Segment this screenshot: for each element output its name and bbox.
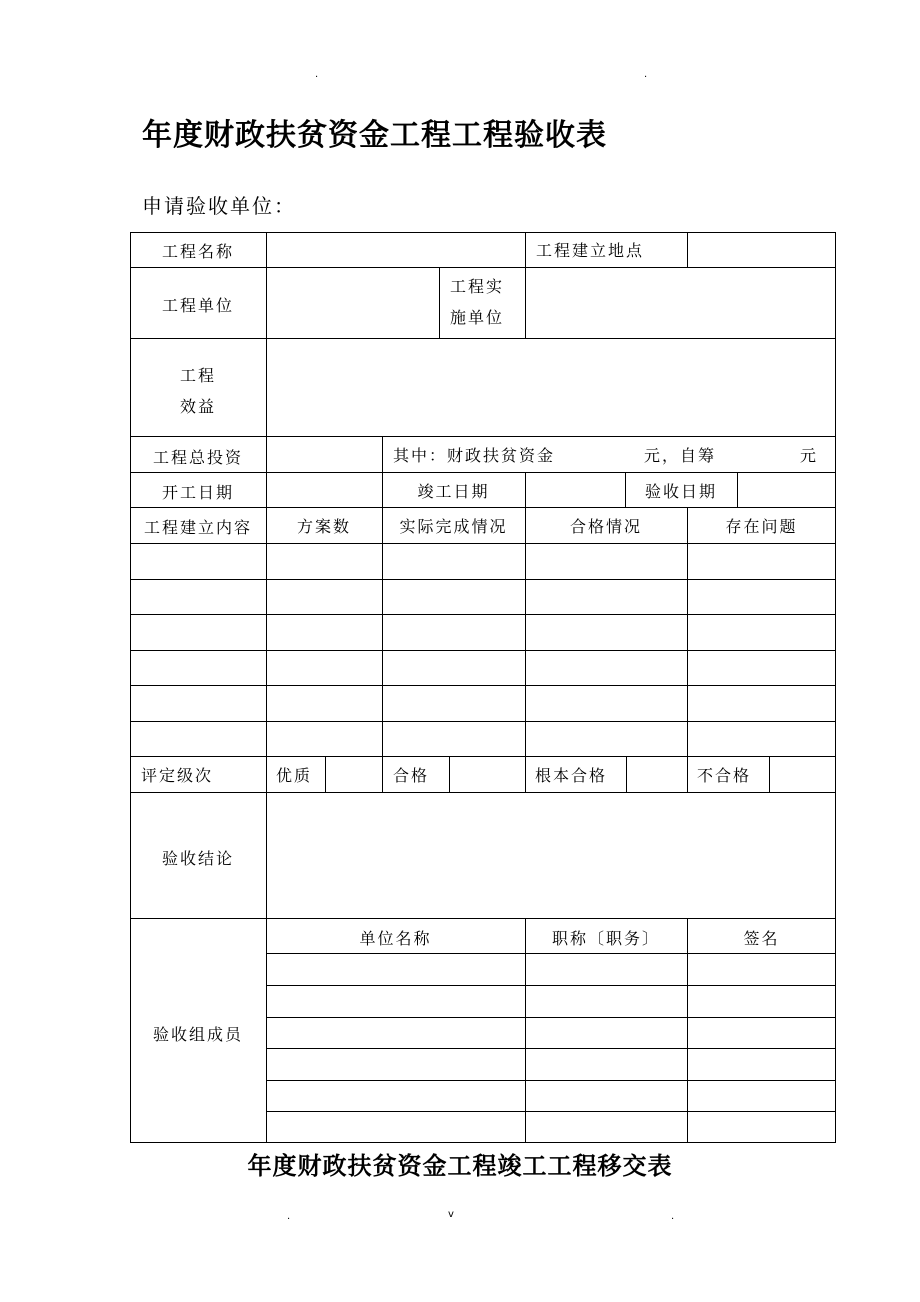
grid-line xyxy=(266,232,267,1143)
content-header-issues: 存在问题 xyxy=(725,517,798,536)
grid-line xyxy=(130,614,836,615)
grid-line xyxy=(325,756,326,792)
grid-line xyxy=(525,756,526,792)
page-mark-dot: . xyxy=(644,69,648,80)
grid-line xyxy=(266,1048,836,1049)
page-mark-dot: . xyxy=(671,1211,675,1222)
grid-line xyxy=(130,507,836,508)
grid-line xyxy=(130,918,836,919)
rating-excellent: 优质 xyxy=(276,766,313,785)
rating-qualified: 合格 xyxy=(393,766,430,785)
funding-unit-self-raised: 元，自筹 xyxy=(644,446,717,465)
grid-line xyxy=(130,721,836,722)
grid-line xyxy=(737,472,738,507)
grid-line xyxy=(626,756,627,792)
page-title: 年度财政扶贫资金工程工程验收表 xyxy=(142,118,607,153)
grid-line xyxy=(266,1017,836,1018)
grid-line xyxy=(130,267,836,268)
content-header-actual: 实际完成情况 xyxy=(399,517,508,536)
member-header-signature: 签名 xyxy=(743,929,780,948)
acceptance-date-label: 验收日期 xyxy=(644,482,717,501)
rating-unqualified: 不合格 xyxy=(697,766,752,785)
grid-line xyxy=(687,507,688,756)
grid-line xyxy=(687,918,688,1143)
start-date-label: 开工日期 xyxy=(161,483,234,502)
grid-line xyxy=(525,507,526,756)
grid-line xyxy=(266,985,836,986)
benefit-label-line2: 效益 xyxy=(179,397,216,416)
grid-line xyxy=(130,579,836,580)
grid-line xyxy=(525,472,526,507)
project-unit-label: 工程单位 xyxy=(161,296,234,315)
page-mark-dot: . xyxy=(315,69,319,80)
grid-line xyxy=(130,472,836,473)
funding-unit-yuan: 元 xyxy=(800,446,819,465)
grid-line xyxy=(525,232,526,267)
grid-line xyxy=(266,1111,836,1112)
build-location-label: 工程建立地点 xyxy=(536,241,645,260)
grid-line xyxy=(687,232,688,267)
grid-line xyxy=(266,1080,836,1081)
members-label: 验收组成员 xyxy=(152,1025,243,1044)
grid-line xyxy=(130,756,836,757)
member-header-unit: 单位名称 xyxy=(359,929,432,948)
applicant-label: 申请验收单位： xyxy=(142,194,296,218)
grid-line xyxy=(687,756,688,792)
grid-line xyxy=(439,267,440,338)
conclusion-label: 验收结论 xyxy=(161,849,234,868)
project-name-label: 工程名称 xyxy=(161,242,234,261)
grid-line xyxy=(382,436,383,472)
page-mark-v: v xyxy=(448,1209,454,1220)
grid-line xyxy=(382,756,383,792)
grid-line xyxy=(130,650,836,651)
rating-label: 评定级次 xyxy=(141,766,214,785)
grid-line xyxy=(130,792,836,793)
content-header-qualified: 合格情况 xyxy=(569,517,642,536)
member-header-title: 职称〔职务〕 xyxy=(551,929,660,948)
impl-unit-label-line1: 工程实 xyxy=(450,277,505,296)
grid-line xyxy=(525,918,526,1143)
funding-breakdown-label: 其中：财政扶贫资金 xyxy=(393,446,556,465)
grid-line xyxy=(382,507,383,756)
grid-line xyxy=(130,338,836,339)
grid-line xyxy=(769,756,770,792)
content-header-item: 工程建立内容 xyxy=(143,518,252,537)
completion-date-label: 竣工日期 xyxy=(417,482,490,501)
total-investment-label: 工程总投资 xyxy=(152,448,243,467)
grid-line xyxy=(130,543,836,544)
page-mark-dot: . xyxy=(287,1211,291,1222)
rating-basically-qualified: 根本合格 xyxy=(535,766,608,785)
grid-line xyxy=(525,267,526,338)
next-form-title: 年度财政扶贫资金工程竣工工程移交表 xyxy=(247,1151,673,1180)
grid-line xyxy=(130,436,836,437)
benefit-label-line1: 工程 xyxy=(179,366,216,385)
impl-unit-label-line2: 施单位 xyxy=(450,308,505,327)
grid-line xyxy=(449,756,450,792)
grid-line xyxy=(266,953,836,954)
content-header-plan: 方案数 xyxy=(296,517,351,536)
grid-line xyxy=(130,685,836,686)
